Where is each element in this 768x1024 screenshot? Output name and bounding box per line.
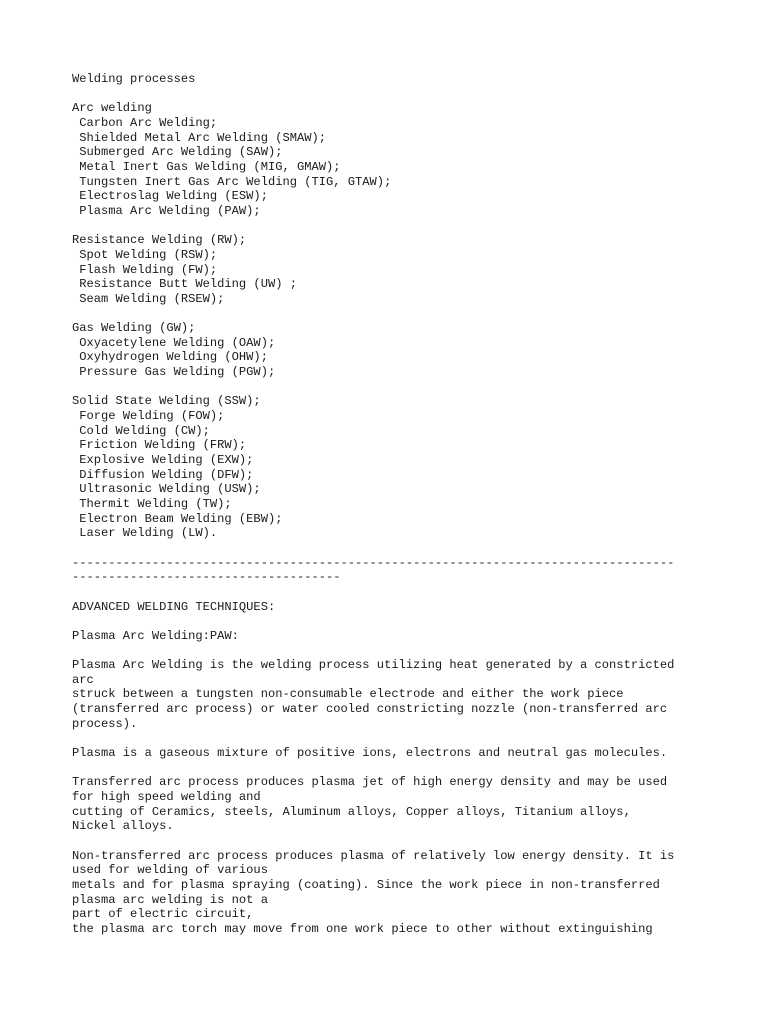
paragraph-line: cutting of Ceramics, steels, Aluminum alloys, Copper alloys, Titanium alloys, xyxy=(72,804,631,819)
list-item: Diffusion Welding (DFW); xyxy=(72,467,254,482)
spacer xyxy=(72,585,722,600)
separator-line: ------------------------------------- xyxy=(72,570,341,585)
separator-line: ----------------------------------------------------------------------------------- xyxy=(72,555,675,570)
list-item: Metal Inert Gas Welding (MIG, GMAW); xyxy=(72,159,341,174)
document-page xyxy=(72,72,722,937)
section-heading: Arc welding xyxy=(72,101,152,116)
spacer xyxy=(72,614,722,629)
list-item: Flash Welding (FW); xyxy=(72,262,218,277)
list-item: Electroslag Welding (ESW); xyxy=(72,189,268,204)
section-arc-welding xyxy=(72,101,722,218)
paragraph-line: plasma arc welding is not a xyxy=(72,892,268,907)
paragraph-line: metals and for plasma spraying (coating). Since the work piece in non-transferred xyxy=(72,877,660,892)
spacer xyxy=(72,731,722,746)
paragraph-line: Non-transferred arc process produces plasma of relatively low energy density. It is xyxy=(72,848,675,863)
paragraph-line: arc xyxy=(72,672,94,687)
list-item: Friction Welding (FRW); xyxy=(72,438,247,453)
paragraph-line: Nickel alloys. xyxy=(72,819,174,834)
section-solid-state-welding xyxy=(72,394,722,541)
list-item: Electron Beam Welding (EBW); xyxy=(72,511,283,526)
list-item: Explosive Welding (EXW); xyxy=(72,453,254,467)
spacer xyxy=(72,306,722,321)
paragraph-line: used for welding of various xyxy=(72,863,268,878)
section-heading: Gas Welding (GW); xyxy=(72,321,196,336)
paragraph-line: struck between a tungsten non-consumable electrode and either the work piece xyxy=(72,687,624,702)
paragraph xyxy=(72,775,722,834)
section-heading: Resistance Welding (RW); xyxy=(72,233,247,248)
paragraph-line: part of electric circuit, xyxy=(72,907,254,922)
paragraph-line: Plasma is a gaseous mixture of positive ions, electrons and neutral gas molecules. xyxy=(72,746,668,761)
spacer xyxy=(72,834,722,849)
spacer xyxy=(72,219,722,234)
list-item: Forge Welding (FOW); xyxy=(72,409,225,424)
list-item: Cold Welding (CW); xyxy=(72,423,210,438)
section-heading: Solid State Welding (SSW); xyxy=(72,394,261,409)
list-item: Thermit Welding (TW); xyxy=(72,496,232,511)
list-item: Ultrasonic Welding (USW); xyxy=(72,482,261,497)
spacer xyxy=(72,380,722,395)
list-item: Oxyhydrogen Welding (OHW); xyxy=(72,350,268,365)
paragraph-line: (transferred arc process) or water cooled constricting nozzle (non-transferred arc xyxy=(72,702,668,717)
paragraph-line: Plasma Arc Welding is the welding process utilizing heat generated by a constricted xyxy=(72,658,675,673)
list-item: Spot Welding (RSW); xyxy=(72,247,218,262)
section-gas-welding xyxy=(72,321,722,380)
spacer xyxy=(72,87,722,102)
list-item: Laser Welding (LW). xyxy=(72,526,218,541)
list-item: Carbon Arc Welding; xyxy=(72,115,218,130)
paragraph-line: the plasma arc torch may move from one work piece to other without extinguishing xyxy=(72,921,653,936)
list-item: Tungsten Inert Gas Arc Welding (TIG, GTAW); xyxy=(72,174,392,189)
paragraph-line: for high speed welding and xyxy=(72,790,261,804)
advanced-heading: ADVANCED WELDING TECHNIQUES: xyxy=(72,599,276,614)
list-item: Oxyacetylene Welding (OAW); xyxy=(72,335,276,350)
list-item: Plasma Arc Welding (PAW); xyxy=(72,203,261,218)
paragraph xyxy=(72,849,722,937)
spacer xyxy=(72,541,722,556)
spacer xyxy=(72,643,722,658)
paw-heading: Plasma Arc Welding:PAW: xyxy=(72,628,239,643)
paragraph xyxy=(72,658,722,731)
list-item: Pressure Gas Welding (PGW); xyxy=(72,365,276,380)
list-item: Shielded Metal Arc Welding (SMAW); xyxy=(72,130,327,145)
paragraph xyxy=(72,746,722,761)
spacer xyxy=(72,761,722,776)
list-item: Seam Welding (RSEW); xyxy=(72,291,225,306)
paragraph-line: Transferred arc process produces plasma jet of high energy density and may be used xyxy=(72,775,668,790)
list-item: Resistance Butt Welding (UW) ; xyxy=(72,277,297,292)
paragraph-line: process). xyxy=(72,716,138,731)
document-title: Welding processes xyxy=(72,72,196,86)
list-item: Submerged Arc Welding (SAW); xyxy=(72,145,283,160)
section-resistance-welding xyxy=(72,233,722,306)
